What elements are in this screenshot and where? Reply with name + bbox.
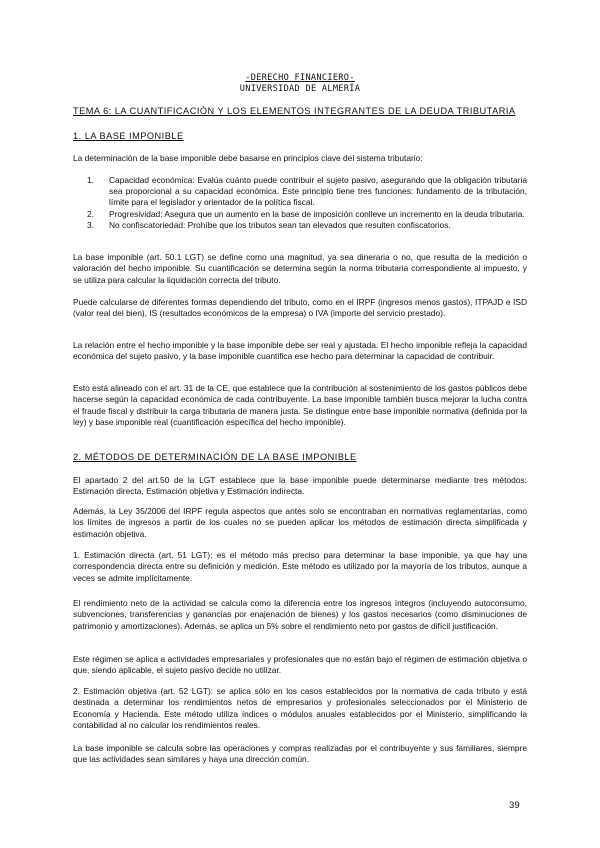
section-2-paragraph: El rendimiento neto de la actividad se calcula como la diferencia entre los ingresos íntegros (incluyendo autoconsumo, subvenciones, transferencias y ganancias por enajenación de bienes) y los gastos necesarios (como disminuciones de patrimonio y amortizaciones). Además, se aplica un 5% sobre el rendimiento neto por gastos de difícil justificación. (73, 598, 527, 631)
course-header-title: -DERECHO FINANCIERO- (245, 73, 355, 83)
principle-item (87, 175, 527, 209)
section-2-paragraph: 1. Estimación directa (art. 51 LGT): es el método más preciso para determinar la base imponible, ya que hay una correspondencia directa entre su definición y medición. Este método es utilizado por la mayoría de los tributos, aunque a veces se admite implícitamente. (73, 550, 527, 583)
principle-number: 2. (87, 208, 94, 219)
section-2-heading: 2. MÉTODOS DE DETERMINACIÓN DE LA BASE IMPONIBLE (73, 452, 357, 462)
section-2-paragraph: El apartado 2 del art.50 de la LGT establece que la base imponible puede determinarse mediante tres métodos: Estimación directa, Estimación objetiva y Estimación indirecta. (73, 475, 527, 497)
principle-item (87, 209, 527, 220)
principle-text: No confiscatoriedad: Prohíbe que los tributos sean tan elevados que resulten confiscatorios. (109, 219, 451, 230)
section-1-intro: La determinación de la base imponible debe basarse en principios clave del sistema tributario: (73, 153, 423, 163)
section-1-paragraph: La base imponible (art. 50.1 LGT) se define como una magnitud, ya sea dineraria o no, que resulta de la medición o valoración del hecho imponible. Su cuantificación se determina según la norma tributaria correspondiente al impuesto, y se utiliza para calcular la liquidación correcta del tributo. (73, 252, 527, 285)
page-number: 39 (509, 800, 520, 811)
section-2-paragraph: La base imponible se calcula sobre las operaciones y compras realizadas por el contribuyente y sus familiares, siempre que las actividades sean similares y haya una dirección común. (73, 743, 527, 765)
section-1-heading: 1. LA BASE IMPONIBLE (73, 131, 184, 141)
topic-title: TEMA 6: LA CUANTIFICACIÓN Y LOS ELEMENTOS INTEGRANTES DE LA DEUDA TRIBUTARIA (73, 106, 516, 116)
section-2-paragraph: 2. Estimación objetiva (art. 52 LGT): se aplica sólo en los casos establecidos por la normativa de cada tributo y está destinada a determinar los rendimientos netos de empresarios y profesionales seleccionados por el Ministerio de Economía y Hacienda. Este método utiliza índices o módulos anuales establecidos por el Ministerio, simplificando la contabilidad al no calcular los rendimientos reales. (73, 686, 527, 731)
principle-text: Capacidad económica: Evalúa cuánto puede contribuir el sujeto pasivo, asegurando que la obligación tributaria sea proporcional a su capacidad económica. Este principio tiene tres funciones: fundamento de la tributación, límite para el legislador y orientador de la política fiscal. (109, 175, 527, 208)
section-1-paragraph: Esto está alineado con el art. 31 de la CE, que establece que la contribución al sostenimiento de los gastos públicos debe hacerse según la capacidad económica de cada contribuyente. La base imponible también busca mejorar la lucha contra el fraude fiscal y distribuir la carga tributaria de manera justa. Se distingue entre base imponible normativa (definida por la ley) y base imponible real (cuantificación específica del hecho imponible). (73, 383, 527, 428)
principle-number: 3. (87, 219, 94, 230)
principle-text: Progresividad: Asegura que un aumento en la base de imposición conlleve un incremento en la deuda tributaria. (109, 208, 525, 219)
principles-list (87, 175, 527, 231)
university-header: UNIVERSIDAD DE ALMERÍA (239, 84, 361, 94)
section-1-paragraph: La relación entre el hecho imponible y la base imponible debe ser real y ajustada. El hecho imponible refleja la capacidad económica del sujeto pasivo, y la base imponible cuantifica ese hecho para determinar la capacidad de contribuir. (73, 340, 527, 362)
section-2-paragraph: Además, la Ley 35/2006 del IRPF regula aspectos que antes solo se encontraban en normativas reglamentarias, como los límites de ingresos a partir de los cuales no se pueden aplicar los métodos de estimación directa simplificada y estimación objetiva. (73, 506, 527, 539)
principle-item (87, 220, 527, 231)
principle-number: 1. (87, 175, 94, 185)
section-1-paragraph: Puede calcularse de diferentes formas dependiendo del tributo, como en el IRPF (ingresos menos gastos), ITPAJD e ISD (valor real del bien), IS (resultados económicos de la empresa) o IVA (importe del servicio prestado). (73, 297, 527, 319)
section-2-paragraph: Este régimen se aplica a actividades empresariales y profesionales que no están bajo el régimen de estimación objetiva o que, siendo aplicable, el sujeto pasivo decide no utilizar. (73, 654, 527, 676)
